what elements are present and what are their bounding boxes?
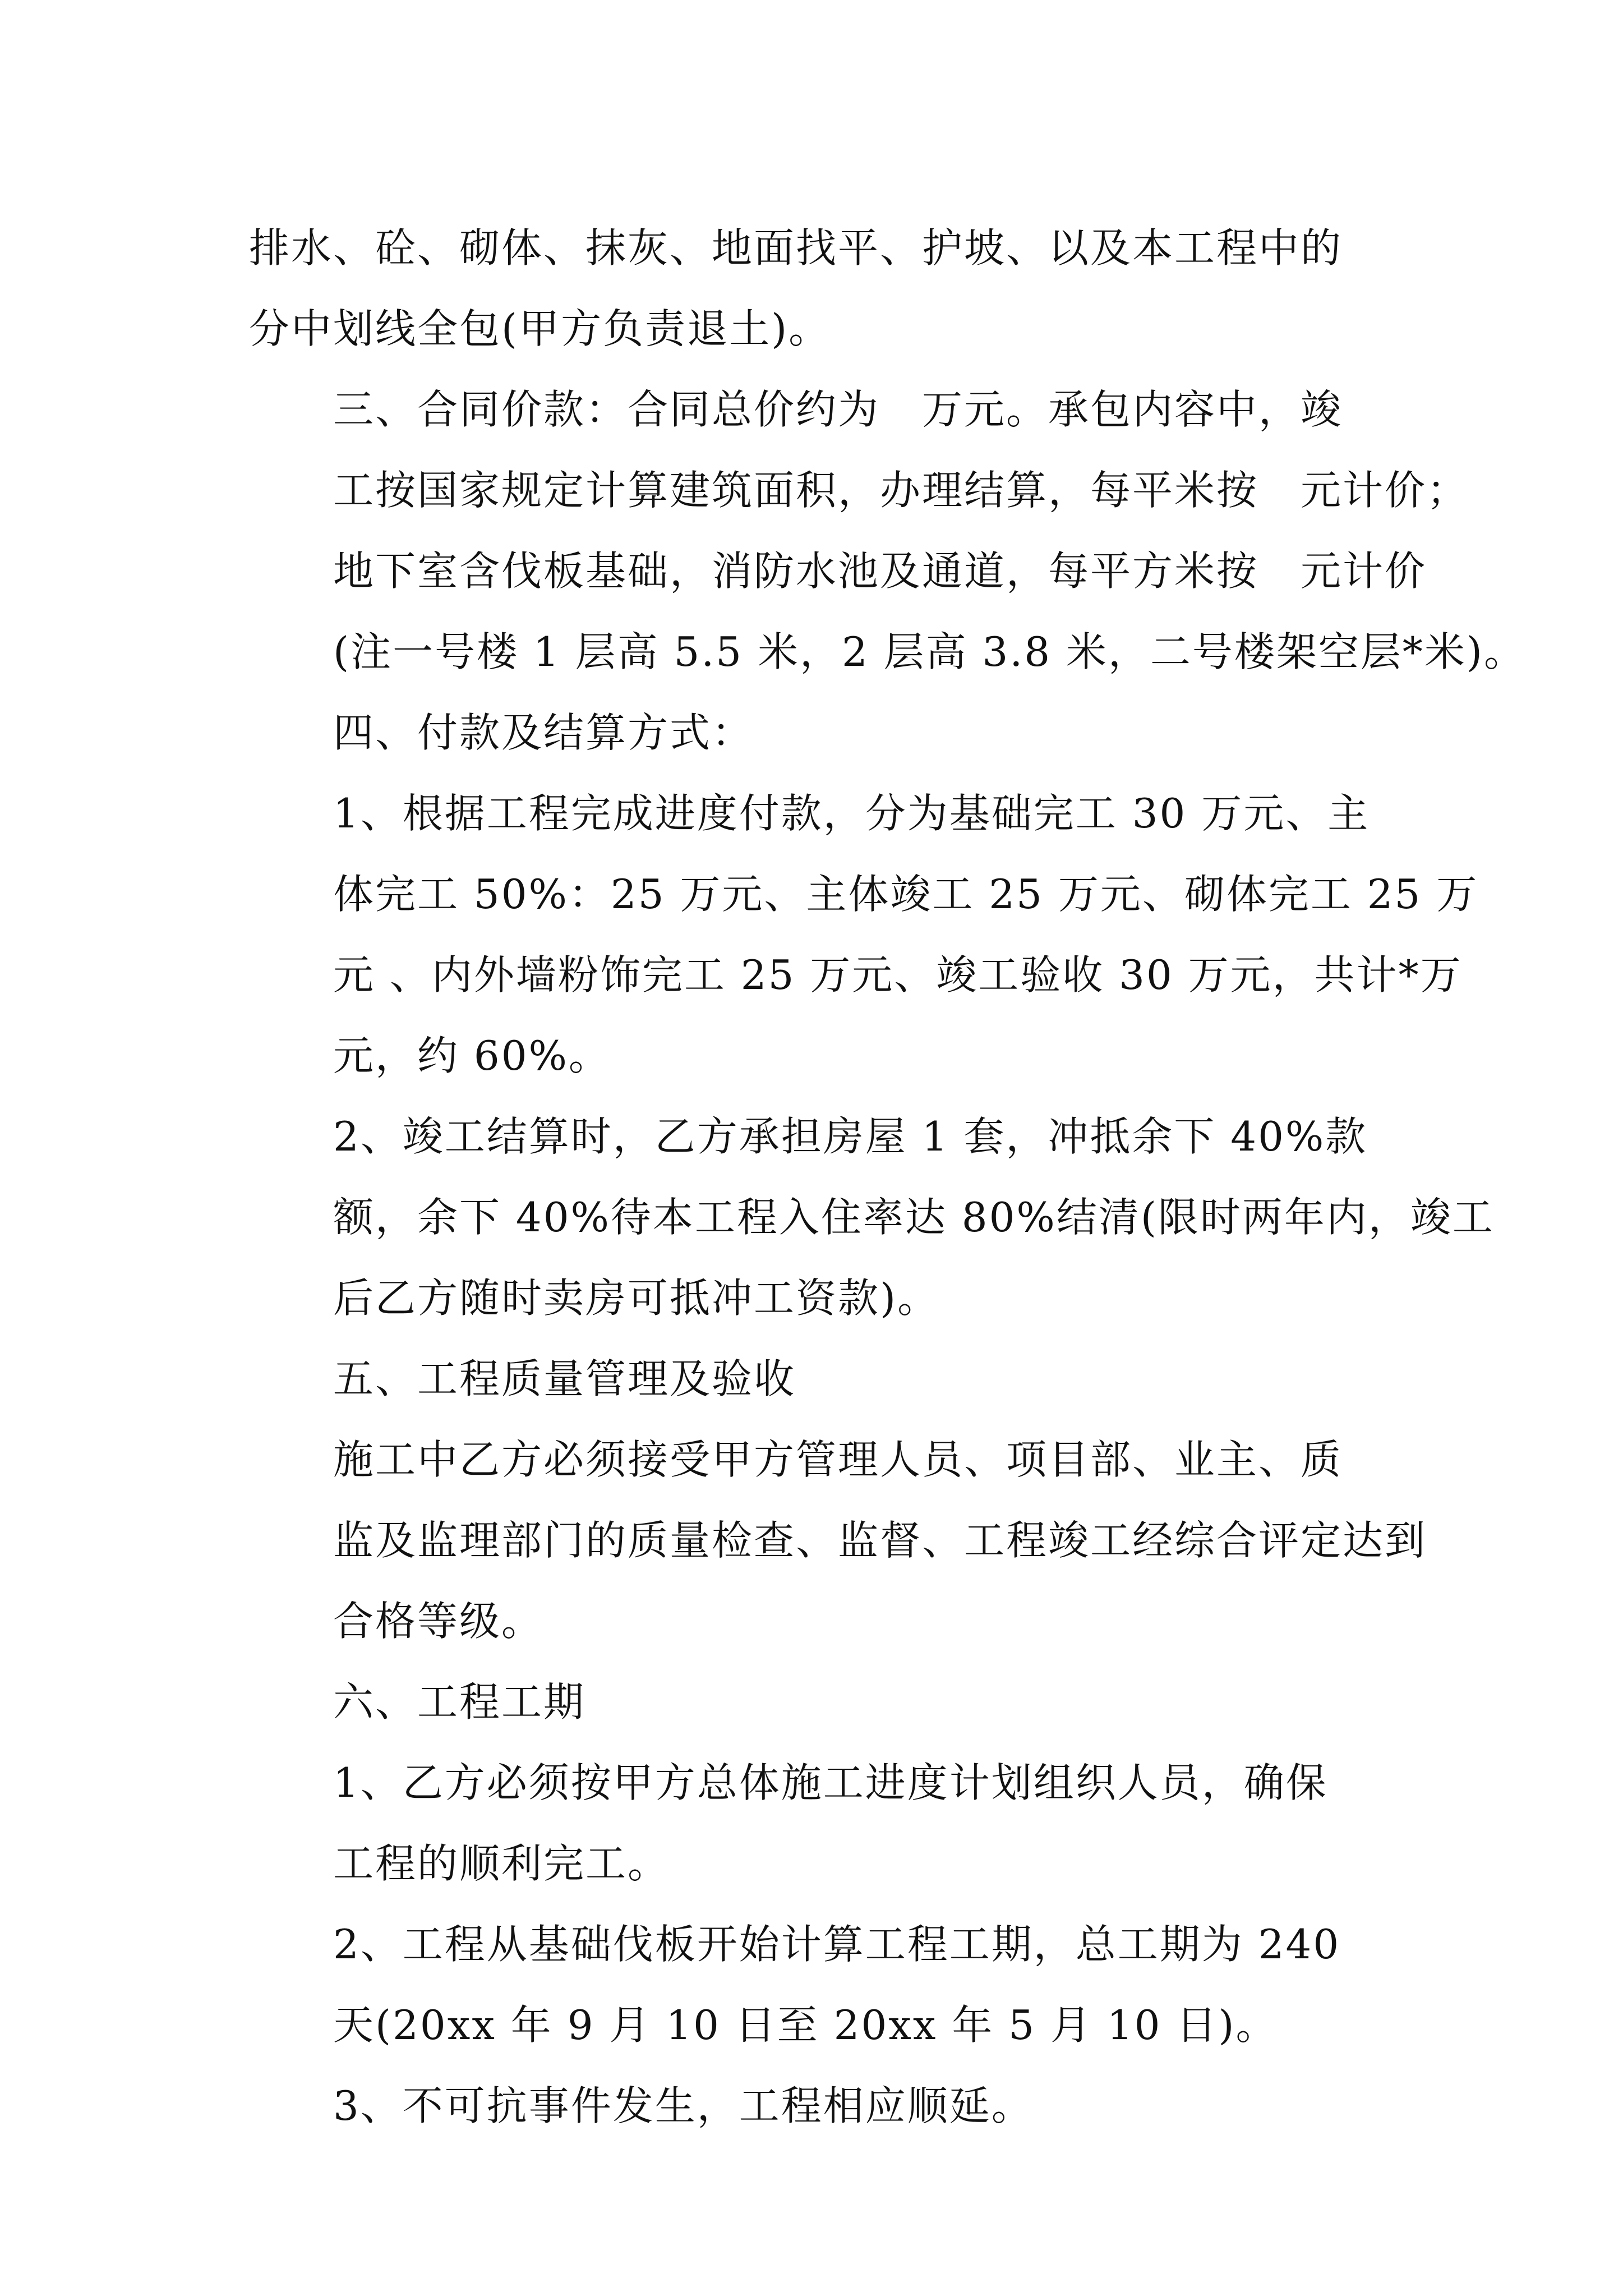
text-line: 后乙方随时卖房可抵冲工资款)。 [333, 1274, 940, 1322]
text-line: 天(20xx 年 9 月 10 日至 20xx 年 5 月 10 日)。 [333, 2001, 1278, 2049]
paragraph [249, 2065, 1382, 2146]
text-line: 合格等级。 [333, 1598, 544, 1645]
paragraph [249, 1662, 1382, 1742]
text-line: 施工中乙方必须接受甲方管理人员、项目部、业主、质 [333, 1436, 1343, 1483]
text-line: 2、竣工结算时，乙方承担房屋 1 套，冲抵余下 40%款 [333, 1113, 1368, 1160]
paragraph [249, 1096, 1495, 1338]
text-line: 三、合同价款：合同总价约为 万元。承包内容中，竣 [333, 386, 1343, 433]
paragraph [249, 1419, 1427, 1662]
text-line: 五、工程质量管理及验收 [333, 1355, 796, 1402]
text-line: 地下室含伐板基础，消防水池及通道，每平方米按 元计价 [333, 547, 1427, 595]
text-line: 工程的顺利完工。 [333, 1840, 670, 1887]
paragraph [249, 369, 1527, 692]
text-line: 1、乙方必须按甲方总体施工进度计划组织人员，确保 [333, 1759, 1328, 1806]
text-line: 元，约 60%。 [333, 1032, 611, 1079]
text-line: 3、不可抗事件发生，工程相应顺延。 [333, 2082, 1034, 2129]
text-line: (注一号楼 1 层高 5.5 米，2 层高 3.8 米，二号楼架空层*米)。 [333, 628, 1527, 675]
text-line: 2、工程从基础伐板开始计算工程工期，总工期为 240 [333, 1921, 1341, 1968]
paragraph [249, 692, 1382, 773]
paragraph [249, 773, 1479, 1096]
text-line: 四、付款及结算方式： [333, 709, 754, 756]
document-body [249, 208, 1527, 2146]
paragraph [249, 208, 1382, 369]
paragraph [249, 1742, 1382, 1904]
paragraph [249, 1338, 1382, 1419]
text-line: 1、根据工程完成进度付款，分为基础完工 30 万元、主 [333, 790, 1370, 837]
text-line: 排水、砼、砌体、抹灰、地面找平、护坡、以及本工程中的 [249, 224, 1343, 272]
text-line: 六、工程工期 [333, 1678, 586, 1726]
text-line: 工按国家规定计算建筑面积，办理结算，每平米按 元计价； [333, 467, 1469, 514]
paragraph [249, 1904, 1382, 2065]
text-line: 额，余下 40%待本工程入住率达 80%结清(限时两年内，竣工 [333, 1194, 1495, 1241]
text-line: 体完工 50%：25 万元、主体竣工 25 万元、砌体完工 25 万 [333, 871, 1479, 918]
text-line: 分中划线全包(甲方负责退土)。 [249, 305, 831, 352]
text-line: 监及监理部门的质量检查、监督、工程竣工经综合评定达到 [333, 1517, 1427, 1564]
text-line: 元 、内外墙粉饰完工 25 万元、竣工验收 30 万元，共计*万 [333, 951, 1463, 999]
